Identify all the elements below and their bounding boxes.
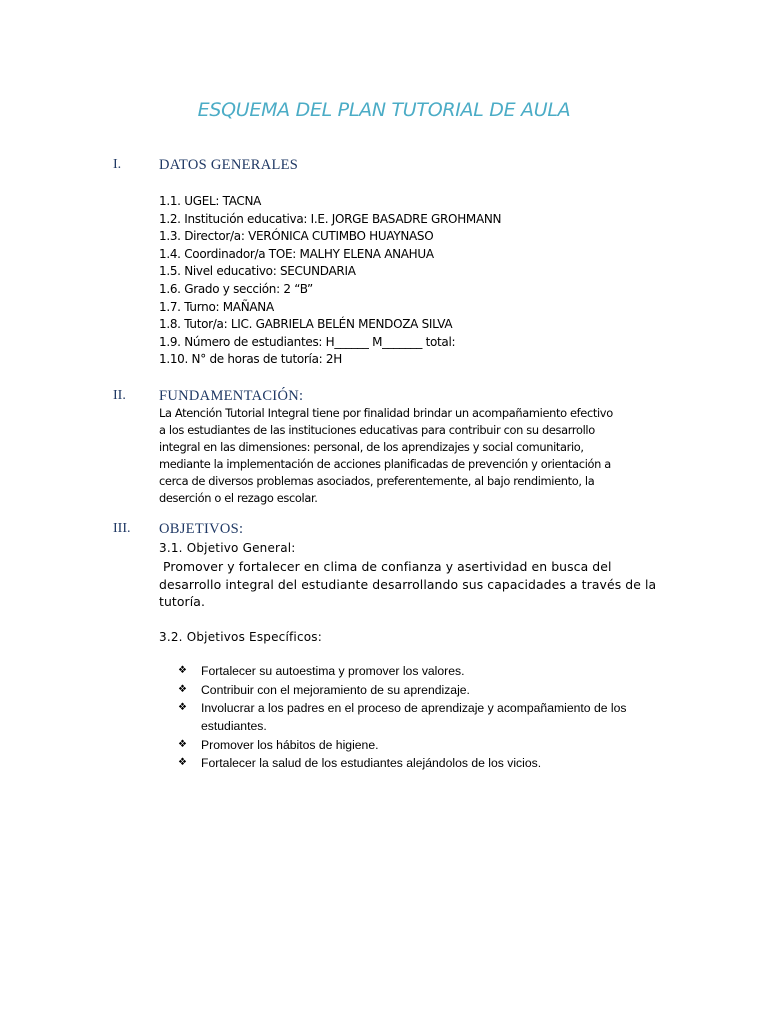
objetivo-general-line: tutoría. xyxy=(159,594,206,610)
section-title-objetivos: OBJETIVOS: xyxy=(159,521,244,537)
datos-item: 1.10. N° de horas de tutoría: 2H xyxy=(159,352,342,367)
objetivo-general-line: Promover y fortalecer en clima de confianza y asertividad en busca del xyxy=(159,559,612,574)
paragraph-line: deserción o el rezago escolar. xyxy=(159,491,318,505)
paragraph-line: La Atención Tutorial Integral tiene por finalidad brindar un acompañamiento efectivo xyxy=(159,406,613,420)
objetivo-general-label: 3.1. Objetivo General: xyxy=(159,541,296,555)
datos-item: 1.7. Turno: MAÑANA xyxy=(159,299,274,314)
list-item xyxy=(178,681,626,699)
fundamentacion-paragraph xyxy=(159,405,659,507)
datos-item: 1.6. Grado y sección: 2 “B” xyxy=(159,281,313,296)
objetivo-general-text xyxy=(159,558,656,611)
list-item xyxy=(178,736,626,754)
section-number-1: I. xyxy=(113,157,122,172)
datos-item: 1.9. Número de estudiantes: H______ M_______ total: xyxy=(159,334,456,349)
diamond-bullet-icon: ❖ xyxy=(178,665,187,676)
paragraph-line: cerca de diversos problemas asociados, preferentemente, al bajo rendimiento, la xyxy=(159,474,595,488)
datos-item: 1.4. Coordinador/a TOE: MALHY ELENA ANAHUA xyxy=(159,246,434,261)
page-title: ESQUEMA DEL PLAN TUTORIAL DE AULA xyxy=(197,99,571,121)
list-item-text: Promover los hábitos de higiene. xyxy=(201,737,379,752)
list-item-text-continuation: estudiantes. xyxy=(201,719,267,733)
list-item xyxy=(178,699,626,735)
list-item xyxy=(178,754,626,772)
list-item-text: Fortalecer la salud de los estudiantes alejándolos de los vicios. xyxy=(201,756,542,770)
section-title-fundamentacion: FUNDAMENTACIÓN: xyxy=(159,388,304,404)
objetivos-especificos-list xyxy=(178,662,626,773)
section-number-3: III. xyxy=(113,521,131,536)
objetivo-general-line: desarrollo integral del estudiante desarrollando sus capacidades a través de la xyxy=(159,576,657,592)
list-item xyxy=(178,662,626,680)
diamond-bullet-icon: ❖ xyxy=(178,757,187,768)
diamond-bullet-icon: ❖ xyxy=(178,702,187,713)
datos-item: 1.5. Nivel educativo: SECUNDARIA xyxy=(159,264,356,279)
datos-generales-list xyxy=(159,193,501,369)
list-item-text: Contribuir con el mejoramiento de su aprendizaje. xyxy=(201,682,470,697)
datos-item: 1.8. Tutor/a: LIC. GABRIELA BELÉN MENDOZA SILVA xyxy=(159,317,453,332)
datos-item: 1.3. Director/a: VERÓNICA CUTIMBO HUAYNASO xyxy=(159,229,434,244)
list-item-text: Involucrar a los padres en el proceso de aprendizaje y acompañamiento de los xyxy=(201,701,627,715)
datos-item: 1.1. UGEL: TACNA xyxy=(159,194,262,208)
diamond-bullet-icon: ❖ xyxy=(178,738,187,750)
paragraph-line: mediante la implementación de acciones planificadas de prevención y orientación a xyxy=(159,457,611,471)
section-number-2: II. xyxy=(113,388,126,403)
objetivos-especificos-label: 3.2. Objetivos Específicos: xyxy=(159,630,322,644)
section-title-datos-generales: DATOS GENERALES xyxy=(159,157,299,173)
paragraph-line: integral en las dimensiones: personal, de los aprendizajes y social comunitario, xyxy=(159,440,584,454)
paragraph-line: a los estudiantes de las instituciones educativas para contribuir con su desarrollo xyxy=(159,423,595,437)
diamond-bullet-icon: ❖ xyxy=(178,683,187,695)
list-item-text: Fortalecer su autoestima y promover los valores. xyxy=(201,664,465,678)
datos-item: 1.2. Institución educativa: I.E. JORGE BASADRE GROHMANN xyxy=(159,211,502,226)
